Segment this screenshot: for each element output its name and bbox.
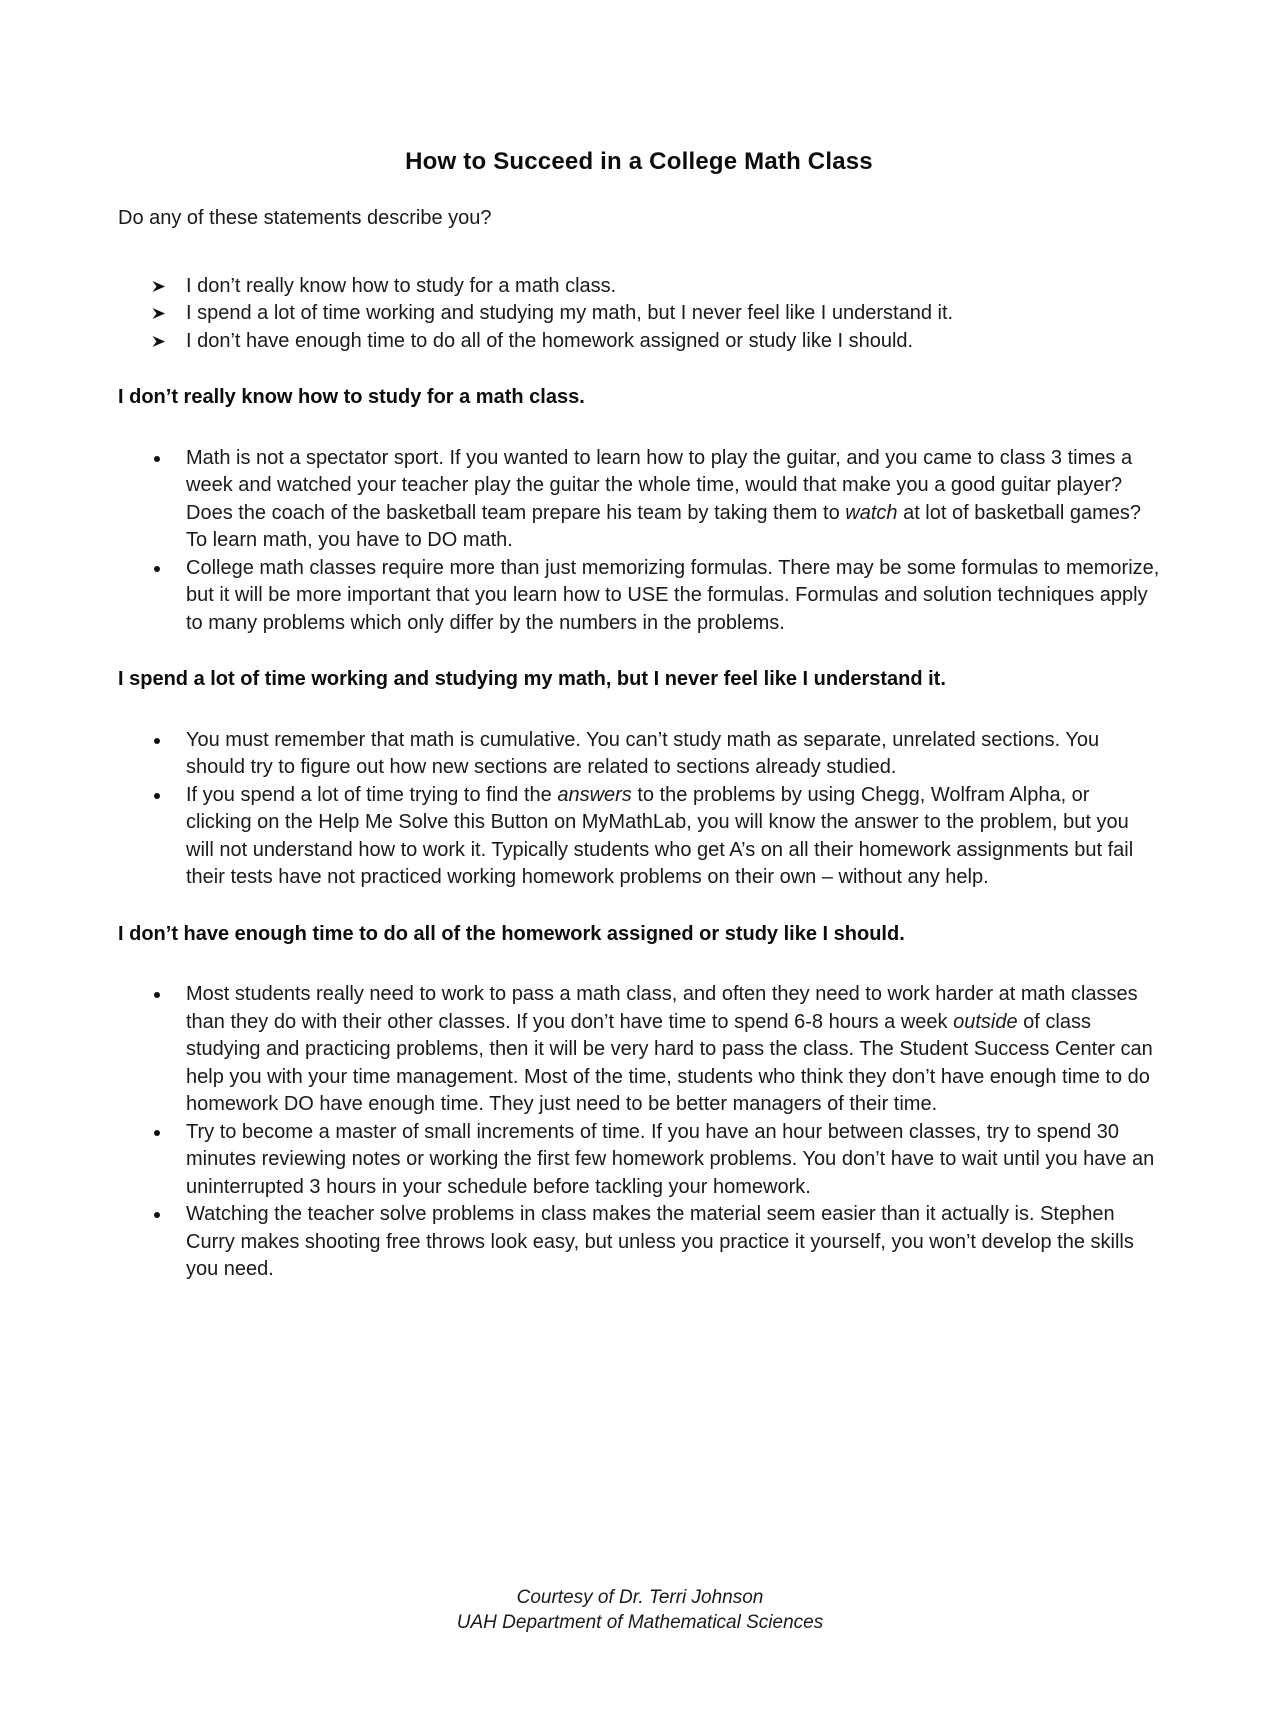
bullet-text: Most students really need to work to pass a math class, and often they need to work harder at math classes than they do with their other classes. If you don’t have time to spend 6-8 hours a week outside of class studying and practicing problems, then it will be very hard to pass the class. The Student Success Center can help you with your time management. Most of the time, students who think they don’t have enough time to do homework DO have enough time. They just need to be better managers of their time.	[186, 983, 1153, 1115]
statements-list	[118, 273, 1160, 356]
bullet-text: You must remember that math is cumulative. You can’t study math as separate, unrelated sections. You should try to figure out how new sections are related to sections already studied.	[186, 728, 1100, 778]
bullet-item	[118, 782, 1160, 892]
section-bullet-list	[118, 981, 1160, 1284]
bullet-dot-icon	[154, 992, 160, 998]
bullet-item	[118, 555, 1160, 638]
bullet-item	[118, 445, 1160, 555]
statement-text: I don’t have enough time to do all of the homework assigned or study like I should.	[186, 329, 914, 352]
bullet-dot-icon	[154, 793, 160, 799]
bullet-text: If you spend a lot of time trying to find the answers to the problems by using Chegg, Wolfram Alpha, or clicking on the Help Me Solve this Button on MyMathLab, you will know the answer to the problem, but you will not understand how to work it. Typically students who get A’s on all their homework assignments but fail their tests have not practiced working homework problems on their own – without any help.	[186, 783, 1134, 888]
bullet-item	[118, 727, 1160, 782]
intro-question: Do any of these statements describe you?	[118, 207, 492, 229]
page-title: How to Succeed in a College Math Class	[405, 148, 873, 175]
footer-department: UAH Department of Mathematical Sciences	[456, 1612, 824, 1633]
arrowhead-right-icon	[151, 279, 166, 294]
statement-text: I don’t really know how to study for a math class.	[186, 274, 617, 297]
bullet-dot-icon	[154, 1212, 160, 1218]
section-heading: I don’t have enough time to do all of the homework assigned or study like I should.	[118, 922, 905, 945]
bullet-item	[118, 981, 1160, 1119]
arrowhead-right-icon	[151, 334, 166, 349]
section-heading: I don’t really know how to study for a math class.	[118, 386, 585, 408]
bullet-dot-icon	[154, 456, 160, 462]
bullet-item	[118, 1201, 1160, 1284]
statement-item	[118, 328, 1160, 356]
bullet-text: College math classes require more than just memorizing formulas. There may be some formulas to memorize, but it will be more important that you learn how to USE the formulas. Formulas and solution techniques apply to many problems which only differ by the numbers in the problems.	[186, 556, 1160, 634]
footer-credit: Courtesy of Dr. Terri Johnson	[516, 1587, 764, 1608]
section-bullet-list	[118, 445, 1160, 638]
bullet-dot-icon	[154, 566, 160, 572]
section-bullet-list	[118, 727, 1160, 892]
statement-item	[118, 273, 1160, 301]
arrowhead-right-icon	[151, 306, 166, 321]
bullet-text: Try to become a master of small increments of time. If you have an hour between classes, try to spend 30 minutes reviewing notes or working the first few homework problems. You don’t have to wait until you have an uninterrupted 3 hours in your schedule before tackling your homework.	[186, 1120, 1155, 1198]
section-heading: I spend a lot of time working and studying my math, but I never feel like I understand it.	[118, 668, 946, 690]
bullet-dot-icon	[154, 1130, 160, 1136]
bullet-text: Math is not a spectator sport. If you wanted to learn how to play the guitar, and you came to class 3 times a week and watched your teacher play the guitar the whole time, would that make you a good guitar player? Does the coach of the basketball team prepare his team by taking them to watch at lot of basketball games? To learn math, you have to DO math.	[186, 446, 1141, 551]
document-footer	[0, 1585, 1280, 1635]
bullet-text: Watching the teacher solve problems in class makes the material seem easier than it actually is. Stephen Curry makes shooting free throws look easy, but unless you practice it yourself, you won’t develop the skills you need.	[186, 1203, 1134, 1280]
statement-item	[118, 300, 1160, 328]
bullet-dot-icon	[154, 738, 160, 744]
statement-text: I spend a lot of time working and studying my math, but I never feel like I understand it.	[186, 302, 954, 324]
bullet-item	[118, 1119, 1160, 1202]
